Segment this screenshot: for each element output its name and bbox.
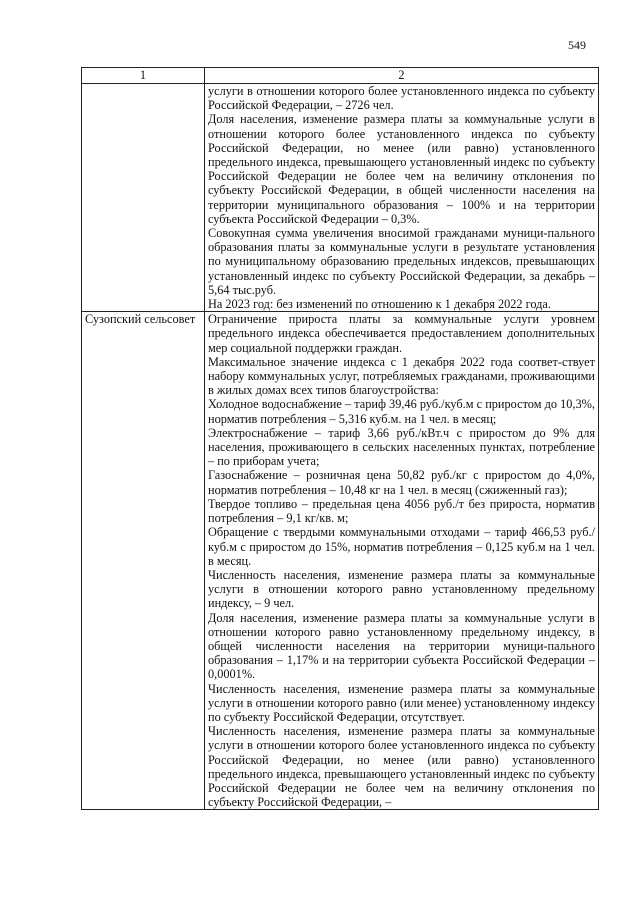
description-cell — [205, 312, 599, 810]
paragraph: Газоснабжение – розничная цена 50,82 руб./кг с приростом до 4,0%, норматив потребления – 10,48 кг на 1 чел. в месяц (сжиженный газ); — [208, 468, 595, 497]
municipality-cell — [82, 84, 205, 312]
header-col-1: 1 — [82, 68, 205, 84]
paragraph: Ограничение прироста платы за коммунальные услуги уровнем предельного индекса обеспечивается предоставлением дополнительных мер социальной поддержки граждан. — [208, 312, 595, 355]
paragraph: Максимальное значение индекса с 1 декабря 2022 года соответ-ствует набору коммунальных услуг, потребляемых гражданами, проживающими в жилых домах всех типов благоустройства: — [208, 354, 595, 398]
paragraph: Доля населения, изменение размера платы за коммунальные услуги в отношении которого более установленного индекса по субъекту Российской Федерации, но менее (или равно) установленного предельного индекса, превышающего установленный индекс по субъекту Российской Федерации не более чем на величину отклонения по субъекту Российской Федерации, в общей численности населения на территории муниципального образования – 100% и на территории субъекта Российской Федерации – 0,3%. — [208, 112, 595, 226]
table-row — [82, 312, 599, 810]
paragraph: Обращение с твердыми коммунальными отходами – тариф 466,53 руб./куб.м с приростом до 15%, норматив потребления – 0,125 куб.м на 1 чел. в месяц. — [208, 525, 595, 568]
paragraph: Доля населения, изменение размера платы за коммунальные услуги в отношении которого равно установленному предельному индексу, в общей численности населения на территории муници-пального образования – 1,17% и на территории субъекта Российской Федерации – 0,0001%. — [208, 610, 595, 682]
header-col-2: 2 — [205, 68, 599, 84]
paragraph: На 2023 год: без изменений по отношению к 1 декабря 2022 года. — [208, 297, 551, 312]
paragraph: Твердое топливо – предельная цена 4056 руб./т без прироста, норматив потребления – 9,1 кг/кв. м; — [208, 496, 595, 526]
municipality-cell — [82, 312, 205, 810]
table-header-row — [82, 68, 599, 84]
paragraph: Численность населения, изменение размера платы за коммунальные услуги в отношении которого равно (или менее) установленному индексу по субъекту Российской Федерации, отсутствует. — [208, 681, 595, 724]
paragraph: Холодное водоснабжение – тариф 39,46 руб./куб.м с приростом до 10,3%, норматив потребления – 5,316 куб.м. на 1 чел. в месяц; — [208, 397, 595, 426]
paragraph: Совокупная сумма увеличения вносимой гражданами муници-пального образования платы за коммунальные услуги в результате установления по муниципальному образованию предельных индексов, превышающих установленный индекс по субъекту Российской Федерации, за декабрь – 5,64 тыс.руб. — [208, 226, 595, 297]
description-cell — [205, 84, 599, 312]
municipality-name: Сузопский сельсовет — [85, 312, 196, 327]
paragraph: Численность населения, изменение размера платы за коммунальные услуги в отношении которого более установленного индекса по субъекту Российской Федерации, но менее (или равно) установленного предельного индекса, превышающего установленный индекс по субъекту Российской Федерации не более чем на величину отклонения по субъекту Российской Федерации, – — [208, 724, 595, 810]
page-number: 549 — [568, 38, 586, 52]
paragraph: Численность населения, изменение размера платы за коммунальные услуги в отношении которого равно установленному предельному индексу, – 9 чел. — [208, 567, 595, 611]
paragraph: Электроснабжение – тариф 3,66 руб./кВт.ч с приростом до 9% для населения, проживающего в сельских населенных пунктах, потребление – по приборам учета; — [208, 425, 595, 469]
table-row — [82, 84, 599, 312]
municipality-table — [81, 67, 599, 810]
paragraph: услуги в отношении которого более установленного индекса по субъекту Российской Федерации, – 2726 чел. — [208, 84, 595, 113]
